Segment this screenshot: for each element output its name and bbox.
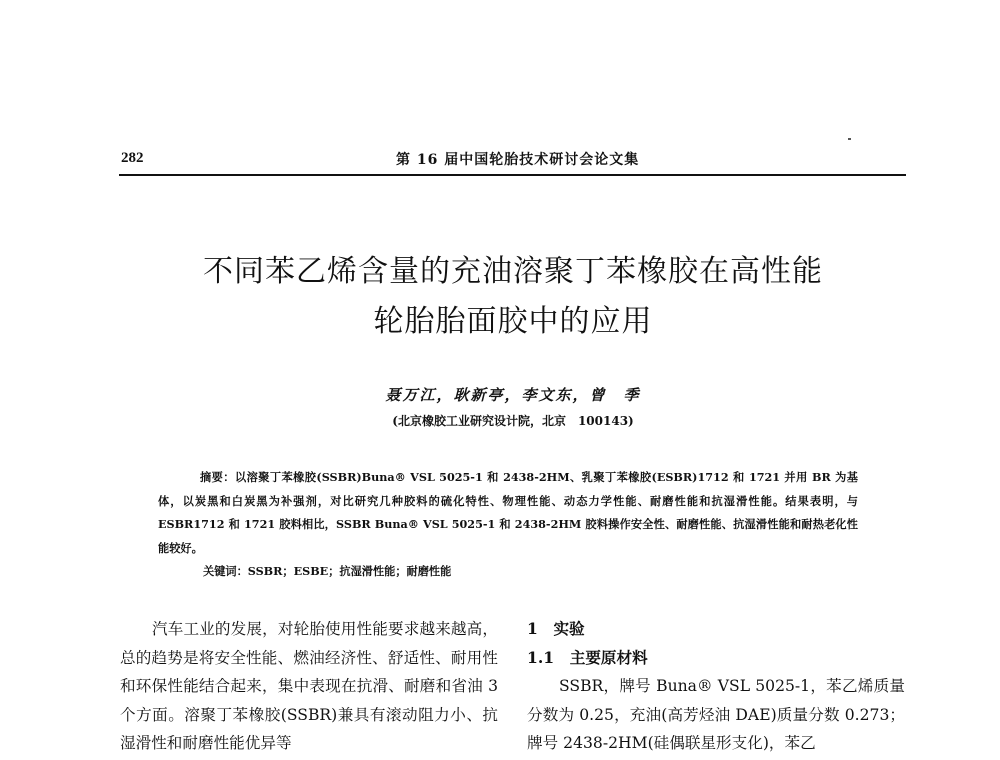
paper-title-line-1: 不同苯乙烯含量的充油溶聚丁苯橡胶在高性能 xyxy=(203,254,823,289)
abstract-label: 摘要： xyxy=(200,470,235,484)
affiliation: (北京橡胶工业研究设计院，北京 100143) xyxy=(392,414,634,428)
paper-title-line-2: 轮胎胎面胶中的应用 xyxy=(373,304,653,339)
body-left-column: 汽车工业的发展，对轮胎使用性能要求越来越高，总的趋势是将安全性能、燃油经济性、舒适性、耐用性和环保性能结合起来，集中表现在抗滑、耐磨和省油 3 个方面。溶聚丁苯橡胶(SSBR)兼具有滚动阻力小、抗湿滑性和耐磨性能优异等 xyxy=(120,620,498,753)
body-right-column xyxy=(527,615,905,758)
subsection-heading: 1.1 主要原材料 xyxy=(527,647,648,667)
authors: 聂万江，耿新亭，李文东，曾 季 xyxy=(385,386,641,404)
header-rule xyxy=(119,174,906,176)
scan-speck xyxy=(848,138,851,140)
keywords-text: SSBR；ESBE；抗湿滑性能；耐磨性能 xyxy=(247,564,452,578)
section-heading: 1 实验 xyxy=(527,619,585,638)
keywords xyxy=(203,563,451,579)
abstract-text: 以溶聚丁苯橡胶(SSBR)Buna® VSL 5025-1 和 2438-2HM、乳聚丁苯橡胶(ESBR)1712 和 1721 并用 BR 为基体，以炭黑和白炭黑为补强剂，对比研究几种胶料的硫化特性、物理性能、动态力学性能、耐磨性能和抗湿滑性能。结果表明，与 ESBR1712 和 1721 胶料相比，SSBR Buna® VSL 5025-1 和 2438-2HM 胶料操作安全性、耐磨性能、抗湿滑性能和耐热老化性能较好。 xyxy=(158,470,858,555)
page-number: 282 xyxy=(121,150,144,166)
materials-paragraph: SSBR，牌号 Buna® VSL 5025-1，苯乙烯质量分数为 0.25，充油(高芳烃油 DAE)质量分数 0.273；牌号 2438-2HM(硅偶联星形支化)，苯乙 xyxy=(527,677,905,753)
keywords-label: 关键词： xyxy=(203,564,248,578)
running-title: 第 16 届中国轮胎技术研讨会论文集 xyxy=(396,152,640,168)
abstract xyxy=(158,466,858,560)
